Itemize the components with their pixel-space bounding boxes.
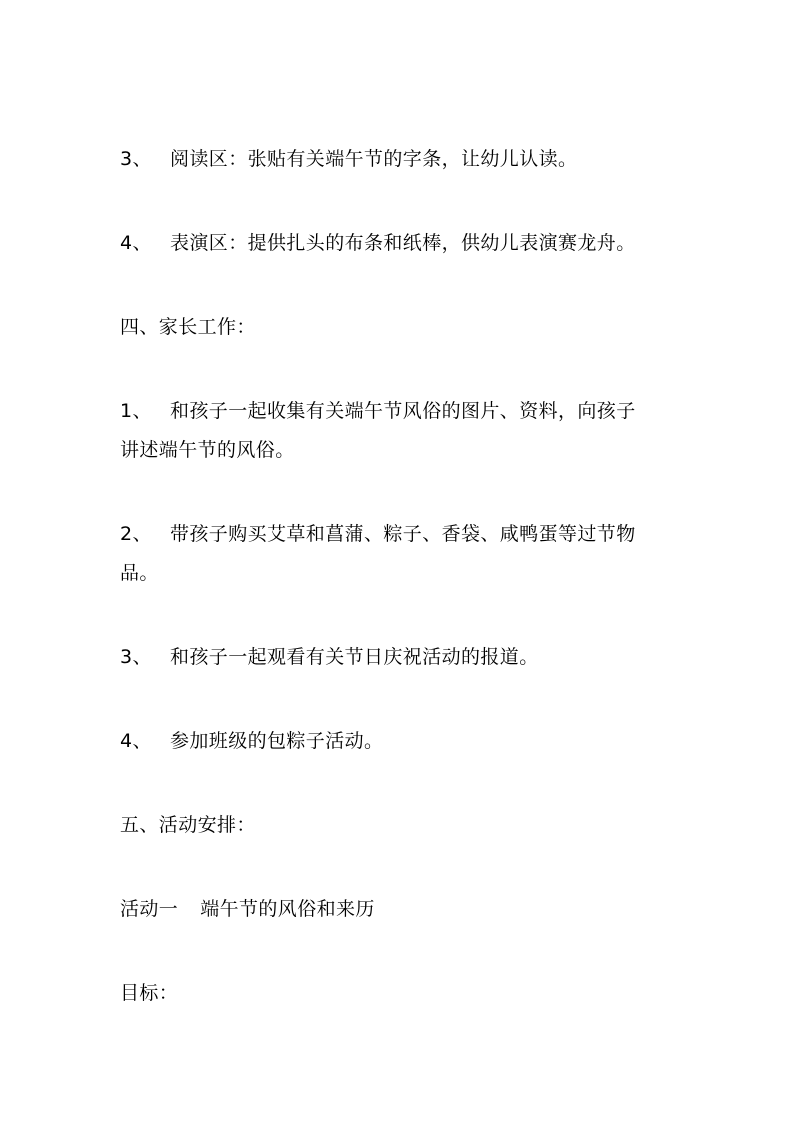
list-number: 4、	[120, 232, 152, 254]
activity-label: 活动一	[120, 898, 179, 920]
list-number: 3、	[120, 646, 152, 668]
list-item-zongzi-activity	[120, 729, 383, 753]
list-number: 2、	[120, 523, 152, 545]
list-number: 1、	[120, 400, 152, 422]
list-item-collect-materials	[120, 399, 636, 423]
list-number: 3、	[120, 148, 152, 170]
activity-name: 端午节的风俗和来历	[200, 898, 375, 920]
list-item-continuation: 讲述端午节的风俗。	[120, 439, 295, 461]
list-item-text: 表演区：提供扎头的布条和纸棒，供幼儿表演赛龙舟。	[170, 232, 636, 254]
list-item-continuation: 品。	[120, 562, 159, 584]
list-item-text: 带孩子购买艾草和菖蒲、粽子、香袋、咸鸭蛋等过节物	[170, 523, 636, 545]
activity-title	[120, 897, 375, 921]
goals-heading: 目标：	[120, 982, 179, 1004]
list-item-text: 和孩子一起观看有关节日庆祝活动的报道。	[170, 646, 539, 668]
section-heading-activity-schedule: 五、活动安排：	[120, 814, 256, 836]
section-heading-parent-work: 四、家长工作：	[120, 316, 256, 338]
list-item-text: 阅读区：张贴有关端午节的字条，让幼儿认读。	[170, 148, 578, 170]
list-number: 4、	[120, 730, 152, 752]
list-item-reading-area	[120, 147, 577, 171]
list-item-text: 参加班级的包粽子活动。	[170, 730, 384, 752]
list-item-text: 和孩子一起收集有关端午节风俗的图片、资料，向孩子	[170, 400, 636, 422]
list-item-performance-area	[120, 231, 636, 255]
list-item-watch-reports	[120, 645, 539, 669]
list-item-buy-items	[120, 522, 636, 546]
